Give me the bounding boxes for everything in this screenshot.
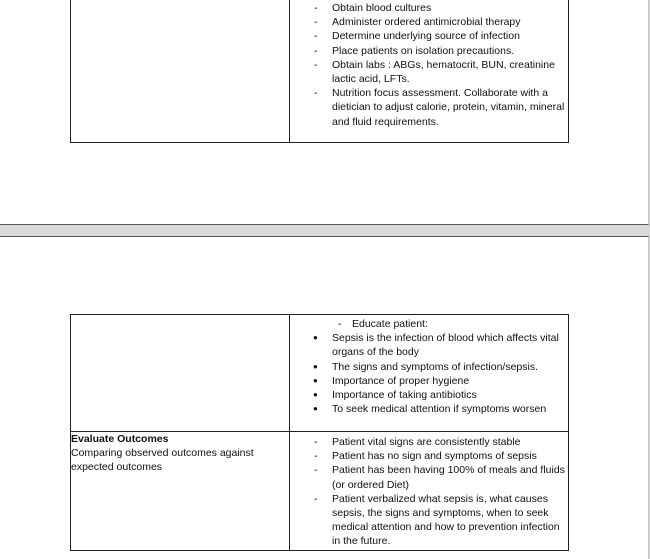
list-item: - Determine underlying source of infection — [290, 29, 568, 43]
education-cell — [290, 315, 569, 432]
table-row — [71, 432, 569, 551]
list-item: - Obtain blood cultures — [290, 1, 568, 15]
evaluate-title: Evaluate Outcomes — [71, 433, 169, 445]
list-item: - Patient verbalized what sepsis is, what causes sepsis, the signs and symptoms, when to seek medical attention and how to prevention infection in the future. — [290, 492, 568, 549]
list-item: ● To seek medical attention if symptoms worsen — [290, 402, 568, 416]
evaluate-outcomes-cell — [71, 432, 290, 551]
education-list — [290, 331, 568, 416]
document-page-1 — [0, 0, 649, 225]
list-item: ● The signs and symptoms of infection/sepsis. — [290, 360, 568, 374]
outcomes-list — [290, 435, 568, 549]
page-gap — [0, 225, 650, 236]
list-item: - Patient vital signs are consistently stable — [290, 435, 568, 449]
document-page-2 — [0, 236, 649, 559]
interventions-list — [290, 1, 568, 129]
empty-left-cell — [71, 0, 290, 143]
educate-label: - Educate patient: — [290, 315, 568, 331]
list-item: ● Sepsis is the infection of blood which affects vital organs of the body — [290, 331, 568, 359]
list-item: ● Importance of taking antibiotics — [290, 388, 568, 402]
list-item: - Obtain labs : ABGs, hematocrit, BUN, creatinine lactic acid, LFTs. — [290, 58, 568, 86]
care-plan-table-continued — [70, 0, 569, 143]
list-item: - Nutrition focus assessment. Collaborate with a dietician to adjust calorie, protein, vitamin, mineral and fluid requirements. — [290, 86, 568, 129]
table-row — [71, 315, 569, 432]
evaluate-description: Comparing observed outcomes against expected outcomes — [71, 447, 254, 474]
list-item: - Patient has been having 100% of meals and fluids (or ordered Diet) — [290, 463, 568, 491]
list-item: - Administer ordered antimicrobial therapy — [290, 15, 568, 29]
list-item: ● Importance of proper hygiene — [290, 374, 568, 388]
table-row — [71, 0, 569, 143]
care-plan-table — [70, 314, 569, 551]
list-item: - Patient has no sign and symptoms of sepsis — [290, 449, 568, 463]
list-item: - Place patients on isolation precautions. — [290, 44, 568, 58]
outcomes-cell — [290, 432, 569, 551]
empty-left-cell — [71, 315, 290, 432]
interventions-cell — [290, 0, 569, 143]
